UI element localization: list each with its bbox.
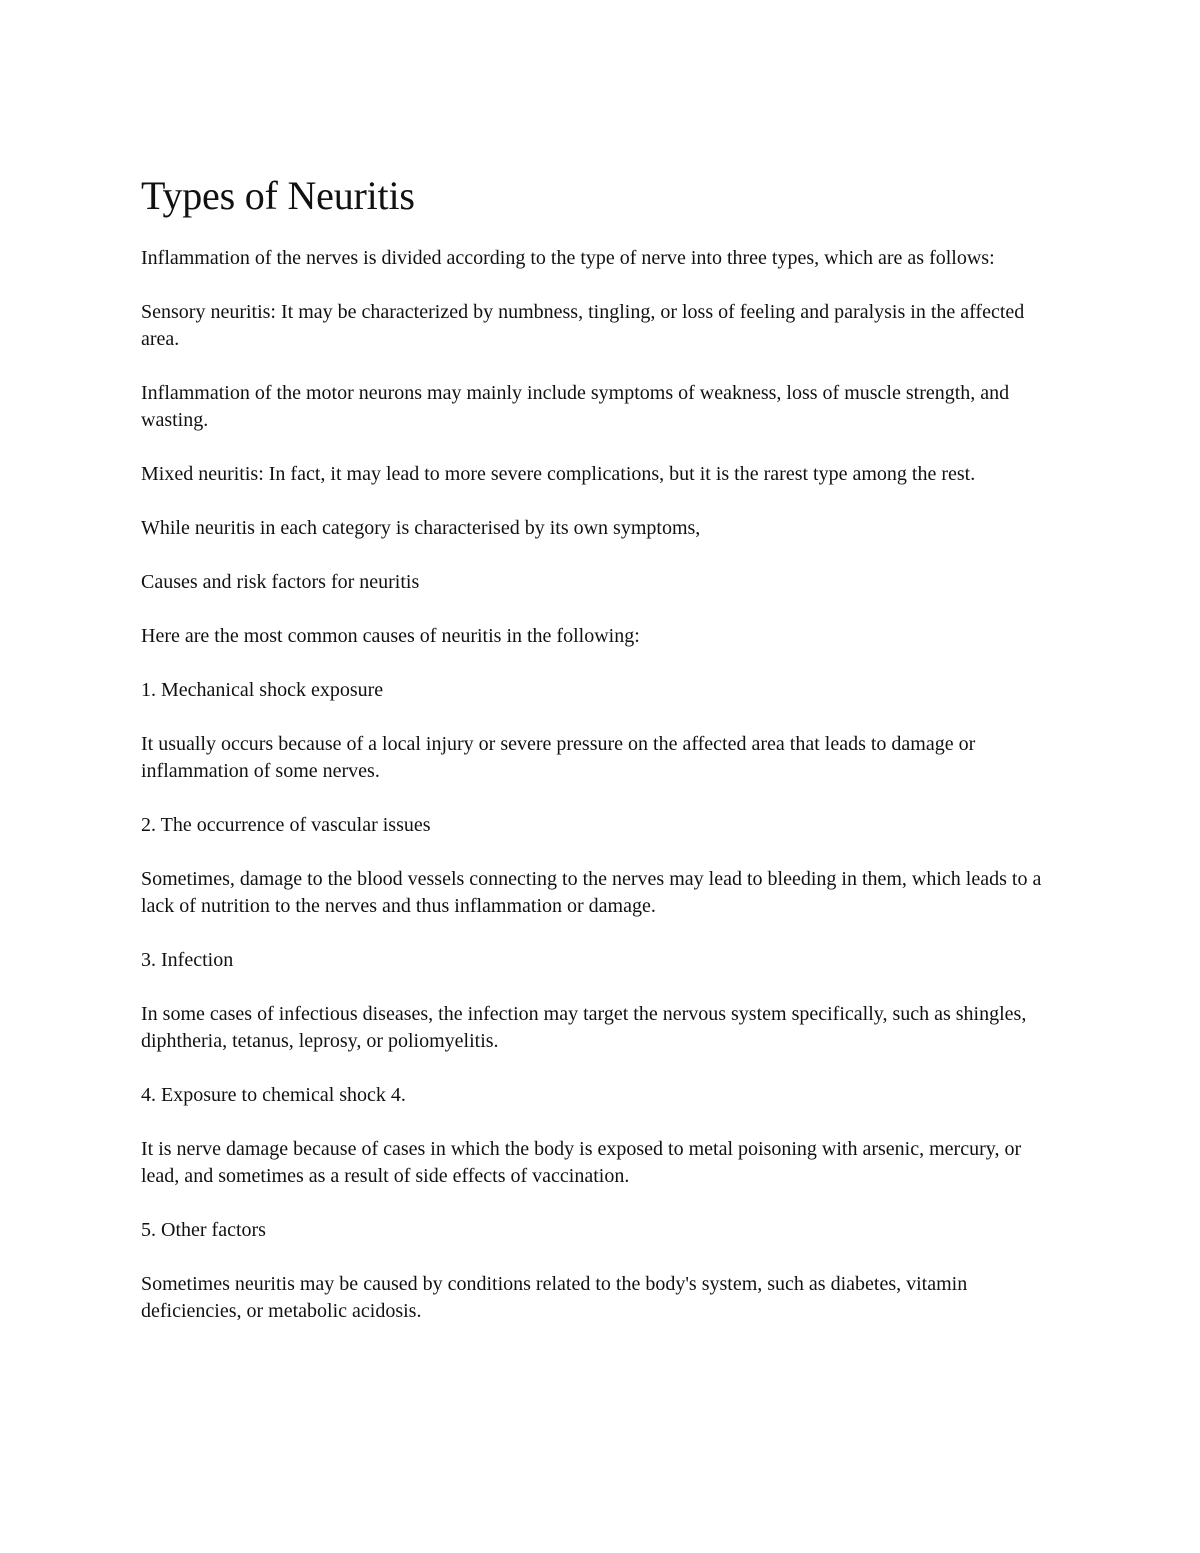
paragraph-causes-intro: Here are the most common causes of neuritis in the following:	[141, 625, 640, 647]
list-item-body-5: Sometimes neuritis may be caused by conditions related to the body's system, such as diabetes, vitamin deficiencies, or metabolic acidosis.	[141, 1273, 968, 1322]
list-item-heading-2: 2. The occurrence of vascular issues	[141, 814, 431, 836]
list-item-body-4: It is nerve damage because of cases in which the body is exposed to metal poisoning with arsenic, mercury, or lead, and sometimes as a result of side effects of vaccination.	[141, 1138, 1022, 1187]
document-title: Types of Neuritis	[141, 173, 415, 218]
list-item-heading-1: 1. Mechanical shock exposure	[141, 679, 384, 701]
paragraph-mixed-neuritis: Mixed neuritis: In fact, it may lead to more severe complications, but it is the rarest type among the rest.	[141, 463, 976, 485]
paragraph-sensory-neuritis: Sensory neuritis: It may be characterized by numbness, tingling, or loss of feeling and paralysis in the affected area.	[141, 301, 1025, 350]
paragraph-category-note: While neuritis in each category is characterised by its own symptoms,	[141, 517, 701, 539]
section-heading-causes: Causes and risk factors for neuritis	[141, 571, 420, 593]
paragraph-motor-neuritis: Inflammation of the motor neurons may mainly include symptoms of weakness, loss of muscle strength, and wasting.	[141, 382, 1010, 431]
document-body	[141, 168, 1051, 1352]
paragraph-intro: Inflammation of the nerves is divided according to the type of nerve into three types, which are as follows:	[141, 247, 995, 269]
list-item-body-2: Sometimes, damage to the blood vessels connecting to the nerves may lead to bleeding in them, which leads to a lack of nutrition to the nerves and thus inflammation or damage.	[141, 868, 1042, 917]
list-item-heading-4: 4. Exposure to chemical shock 4.	[141, 1084, 406, 1106]
list-item-heading-5: 5. Other factors	[141, 1219, 266, 1241]
list-item-body-3: In some cases of infectious diseases, the infection may target the nervous system specifically, such as shingles, diphtheria, tetanus, leprosy, or poliomyelitis.	[141, 1003, 1027, 1052]
list-item-body-1: It usually occurs because of a local injury or severe pressure on the affected area that leads to damage or inflammation of some nerves.	[141, 733, 976, 782]
list-item-heading-3: 3. Infection	[141, 949, 234, 971]
